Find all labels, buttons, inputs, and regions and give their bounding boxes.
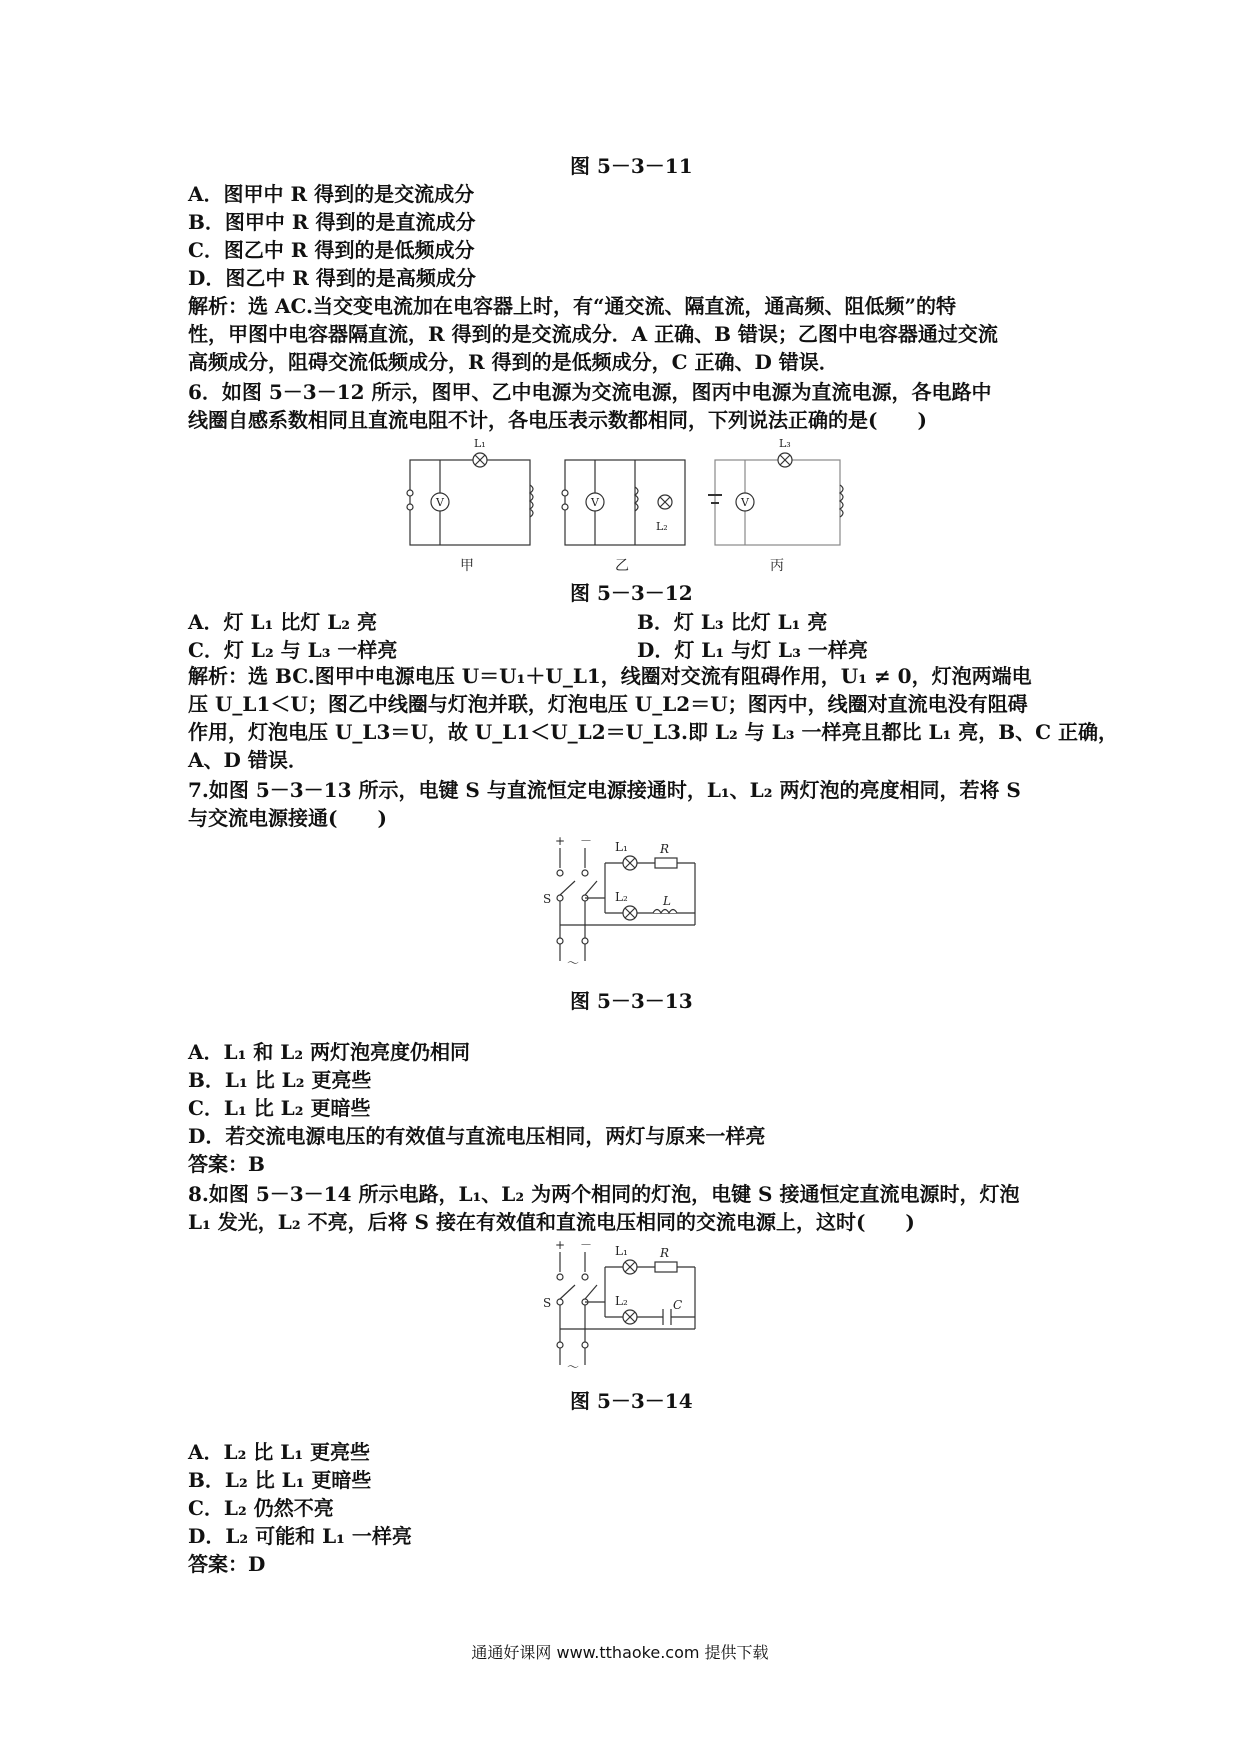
circuit-figure-5-3-12 <box>400 435 860 575</box>
analysis-line: A、D 错误． <box>188 748 308 772</box>
question-stem: 6．如图 5－3－12 所示，图甲、乙中电源为交流电源，图丙中电源为直流电源，各电路中 <box>188 380 992 404</box>
answer: 答案：D <box>188 1552 266 1576</box>
positive-terminal-label: + <box>555 1238 566 1252</box>
figure-caption: 图 5－3－11 <box>570 154 693 178</box>
ac-source-label: ～ <box>567 956 580 970</box>
figure-caption: 图 5－3－13 <box>570 989 693 1013</box>
negative-terminal-label: － <box>580 834 593 848</box>
analysis-line: 作用，灯泡电压 U_L3＝U，故 U_L1＜U_L2＝U_L3.即 L₂ 与 L₃ 一样亮且都比 L₁ 亮，B、C 正确， <box>188 720 1119 744</box>
option-d: D．图乙中 R 得到的是高频成分 <box>188 266 476 290</box>
analysis-line: 解析：选 AC.当交变电流加在电容器上时，有“通交流、隔直流，通高频、阻低频”的特 <box>188 294 957 318</box>
circuit-figure-5-3-13 <box>535 833 715 973</box>
negative-terminal-label: － <box>580 1238 593 1252</box>
capacitor-label: C <box>673 1298 683 1312</box>
option-d: D．若交流电源电压的有效值与直流电压相同，两灯与原来一样亮 <box>188 1124 766 1148</box>
option-a: A．灯 L₁ 比灯 L₂ 亮 <box>188 610 378 634</box>
figure-caption: 图 5－3－12 <box>570 581 693 605</box>
option-b: B．L₁ 比 L₂ 更亮些 <box>188 1068 372 1092</box>
question-stem: 线圈自感系数相同且直流电阻不计，各电压表示数都相同，下列说法正确的是( ) <box>188 408 927 432</box>
option-b: B．图甲中 R 得到的是直流成分 <box>188 210 476 234</box>
switch-label: S <box>543 892 552 906</box>
analysis-line: 性，甲图中电容器隔直流，R 得到的是交流成分．A 正确、B 错误；乙图中电容器通过交流 <box>188 322 998 346</box>
option-c: C．L₁ 比 L₂ 更暗些 <box>188 1096 371 1120</box>
question-stem: 7.如图 5－3－13 所示，电键 S 与直流恒定电源接通时，L₁、L₂ 两灯泡的亮度相同，若将 S <box>188 778 1021 802</box>
voltmeter-label: V <box>741 496 749 509</box>
lamp-label: L₃ <box>779 437 791 450</box>
subfigure-label: 甲 <box>460 558 474 574</box>
resistor-label: R <box>660 842 670 856</box>
lamp-label: L₂ <box>615 1294 628 1308</box>
switch-label: S <box>543 1296 552 1310</box>
ac-source-label: ～ <box>567 1360 580 1374</box>
lamp-label: L₂ <box>615 890 628 904</box>
option-d: D．灯 L₁ 与灯 L₃ 一样亮 <box>637 638 868 662</box>
lamp-label: L₂ <box>656 520 668 533</box>
resistor-label: R <box>660 1246 670 1260</box>
option-a: A．L₁ 和 L₂ 两灯泡亮度仍相同 <box>188 1040 471 1064</box>
analysis-line: 压 U_L1＜U；图乙中线圈与灯泡并联，灯泡电压 U_L2＝U；图丙中，线圈对直流电没有阻碍 <box>188 692 1028 716</box>
inductor-label: L <box>663 894 671 908</box>
option-a: A．图甲中 R 得到的是交流成分 <box>188 182 475 206</box>
positive-terminal-label: + <box>555 834 566 848</box>
option-c: C．L₂ 仍然不亮 <box>188 1496 334 1520</box>
option-c: C．灯 L₂ 与 L₃ 一样亮 <box>188 638 398 662</box>
lamp-label: L₁ <box>615 840 628 854</box>
circuit-diagram <box>400 435 860 575</box>
subfigure-label: 丙 <box>770 558 784 574</box>
figure-caption: 图 5－3－14 <box>570 1389 693 1413</box>
option-a: A．L₂ 比 L₁ 更亮些 <box>188 1440 371 1464</box>
question-stem: L₁ 发光，L₂ 不亮，后将 S 接在有效值和直流电压相同的交流电源上，这时( ) <box>188 1210 915 1234</box>
option-d: D．L₂ 可能和 L₁ 一样亮 <box>188 1524 412 1548</box>
question-stem: 8.如图 5－3－14 所示电路，L₁、L₂ 为两个相同的灯泡，电键 S 接通恒定直流电源时，灯泡 <box>188 1182 1020 1206</box>
answer: 答案：B <box>188 1152 265 1176</box>
circuit-figure-5-3-14 <box>535 1237 715 1377</box>
option-b: B．L₂ 比 L₁ 更暗些 <box>188 1468 372 1492</box>
circuit-diagram <box>535 833 715 973</box>
voltmeter-label: V <box>436 496 444 509</box>
question-stem: 与交流电源接通( ) <box>188 806 387 830</box>
analysis-line: 高频成分，阻碍交流低频成分，R 得到的是低频成分，C 正确、D 错误． <box>188 350 839 374</box>
option-b: B．灯 L₃ 比灯 L₁ 亮 <box>637 610 828 634</box>
page-footer: 通通好课网 www.tthaoke.com 提供下载 <box>471 1643 769 1662</box>
voltmeter-label: V <box>591 496 599 509</box>
lamp-label: L₁ <box>474 437 486 450</box>
option-c: C．图乙中 R 得到的是低频成分 <box>188 238 475 262</box>
lamp-label: L₁ <box>615 1244 628 1258</box>
analysis-line: 解析：选 BC.图甲中电源电压 U＝U₁＋U_L1，线圈对交流有阻碍作用，U₁ ≠ 0，灯泡两端电 <box>188 664 1032 688</box>
subfigure-label: 乙 <box>615 558 629 574</box>
circuit-diagram <box>535 1237 715 1377</box>
